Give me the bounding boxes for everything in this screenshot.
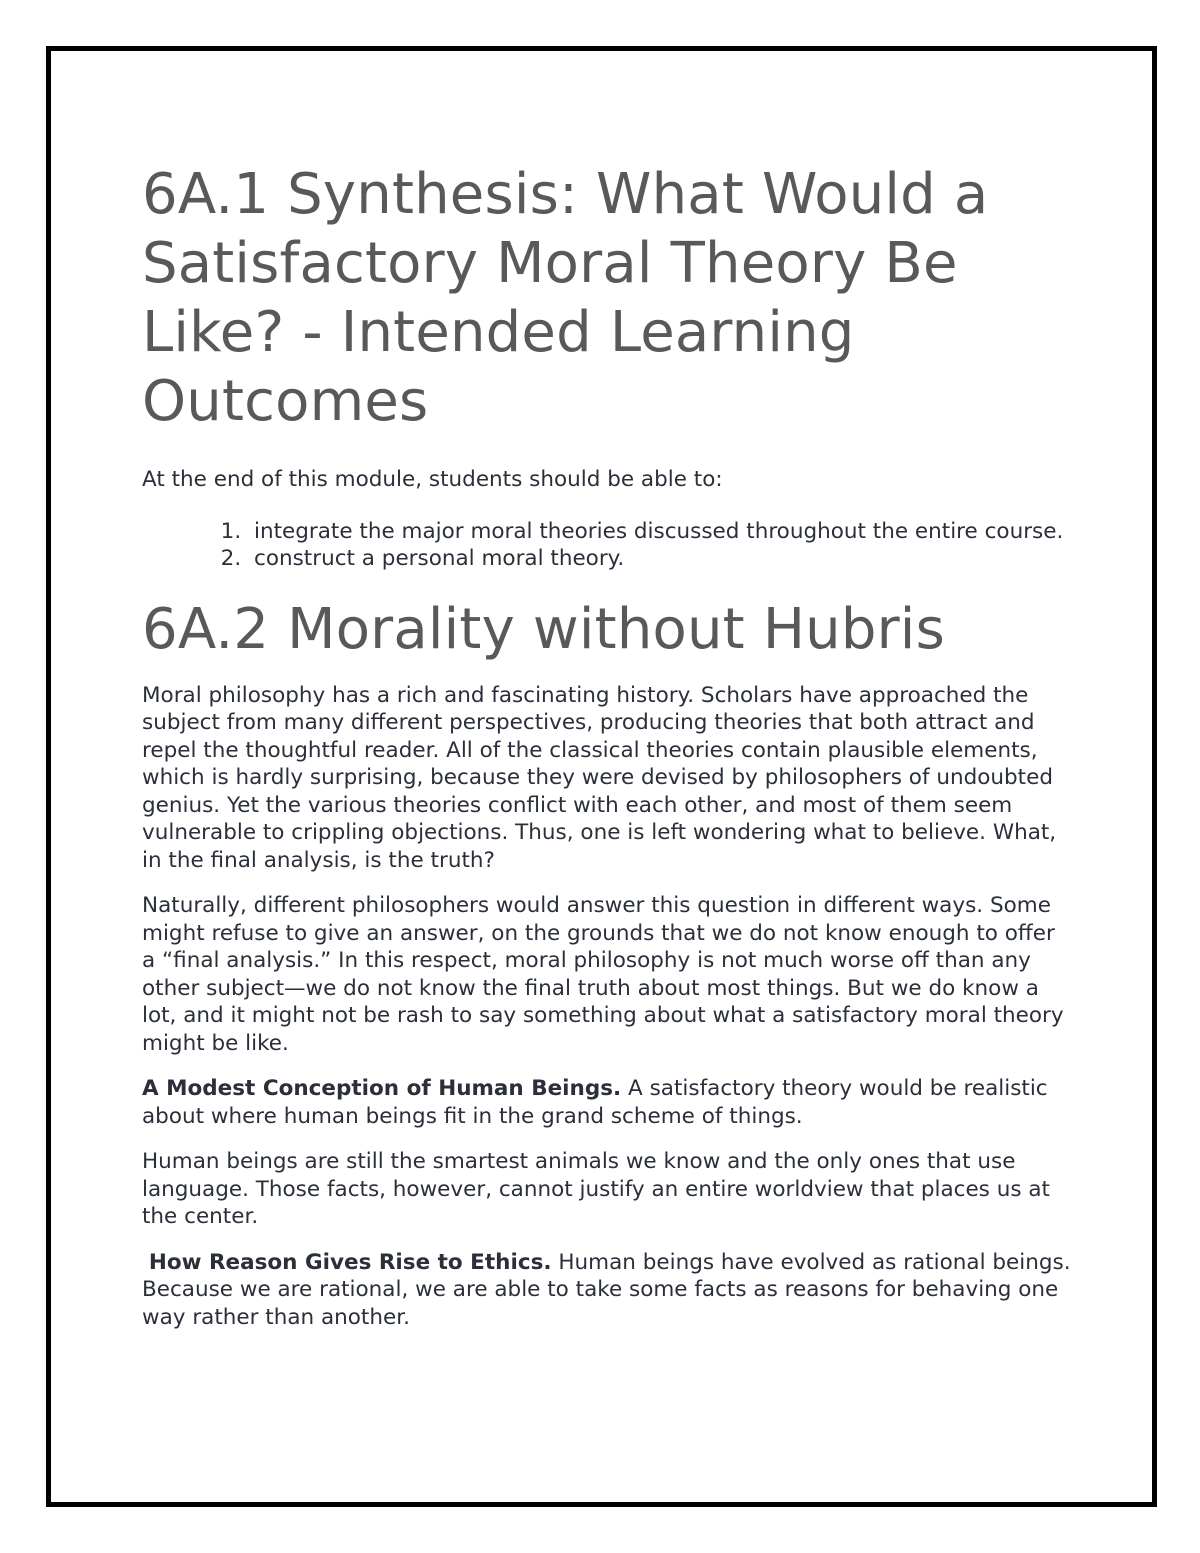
paragraph-modest-conception [142, 1075, 1072, 1130]
list-item: 2. construct a personal moral theory. [248, 545, 1072, 573]
paragraph-philosophers-answer: Naturally, different philosophers would answer this question in different ways. Some might refuse to give an answer, on the grounds that we do not know enough to offer a “final analysis.” In this respect, moral philosophy is not much worse off than any other subject—we do not know the final truth about most things. But we do know a lot, and it might not be rash to say something about what a satisfactory moral theory might be like. [142, 893, 1064, 1056]
paragraph-human-beings-smartest: Human beings are still the smartest animals we know and the only ones that use language. Those facts, however, cannot justify an entire worldview that places us at the center. [142, 1149, 1050, 1229]
outcomes-intro: At the end of this module, students should be able to: [142, 467, 723, 492]
paragraph-reason-ethics [142, 1249, 1072, 1332]
section-heading-morality-without-hubris: 6A.2 Morality without Hubris [142, 596, 945, 662]
list-item: 1. integrate the major moral theories discussed throughout the entire course. [248, 518, 1072, 546]
document-content [142, 160, 1072, 1349]
section-heading-learning-outcomes: 6A.1 Synthesis: What Would a Satisfactory Moral Theory Be Like? - Intended Learning Outcomes [142, 162, 989, 434]
run-in-heading-modest-conception: A Modest Conception of Human Beings. [142, 1076, 622, 1101]
reason-ethics-text: Human beings have evolved as rational beings. Because we are rational, we are able to take some facts as reasons for behaving one way rather than another. [142, 1249, 1071, 1330]
modest-conception-text: A satisfactory theory would be realistic about where human beings fit in the grand scheme of things. [142, 1076, 1048, 1129]
paragraph-moral-philosophy-history: Moral philosophy has a rich and fascinating history. Scholars have approached the subject from many different perspectives, producing theories that both attract and repel the thoughtful reader. All of the classical theories contain plausible elements, which is hardly surprising, because they were devised by philosophers of undoubted genius. Yet the various theories conflict with each other, and most of them seem vulnerable to crippling objections. Thus, one is left wondering what to believe. What, in the final analysis, is the truth? [142, 682, 1057, 873]
run-in-heading-reason-ethics: How Reason Gives Rise to Ethics. [148, 1249, 552, 1275]
outcomes-list [142, 518, 1072, 573]
